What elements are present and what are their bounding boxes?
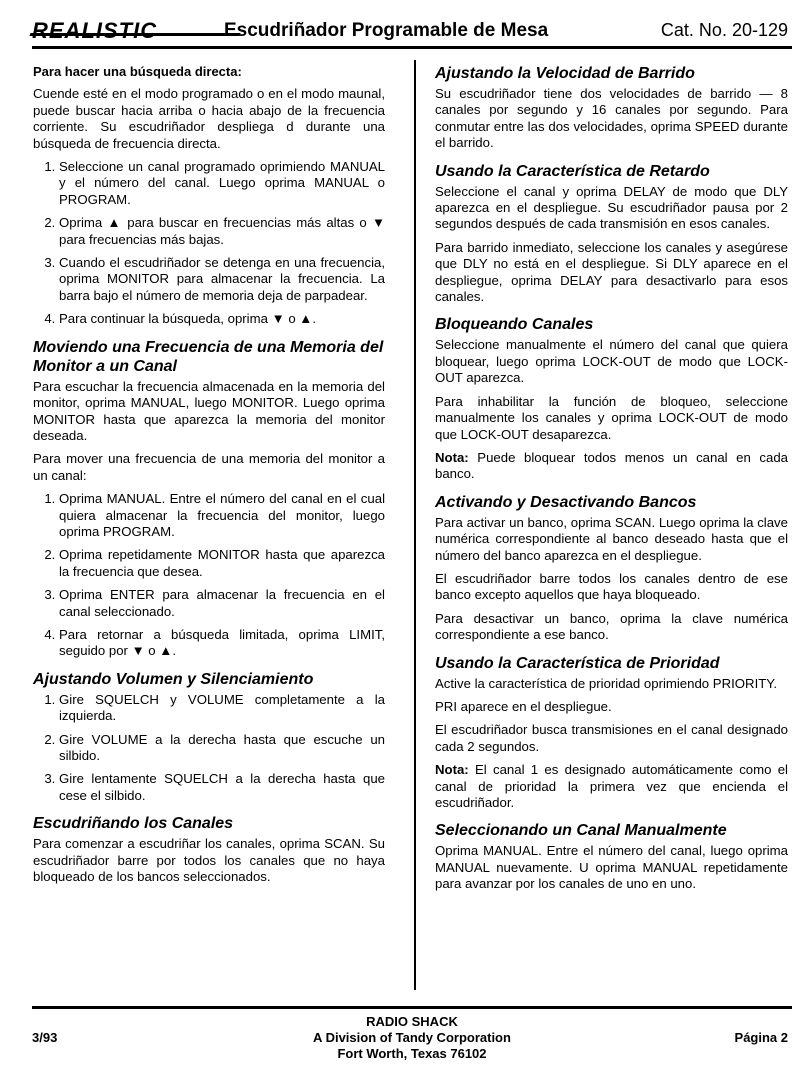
list-item: 4. Para continuar la búsqueda, oprima ▼ o ▲. <box>59 311 385 327</box>
banks-paragraph-3: Para desactivar un banco, oprima la clave numérica correspondiente a ese banco. <box>435 610 788 643</box>
banks-heading: Activando y Desactivando Bancos <box>435 493 697 511</box>
list-item: 2. Oprima ▲ para buscar en frecuencias más altas o ▼ para frecuencias más bajas. <box>59 215 385 248</box>
publisher-address: Fort Worth, Texas 76102 <box>337 1046 487 1061</box>
priority-paragraph-1: Active la característica de prioridad oprimiendo PRIORITY. <box>435 675 778 691</box>
speed-paragraph: Su escudriñador tiene dos velocidades de barrido — 8 canales por segundo y 16 canales por segundo. Para conmutar entre las dos velocidades, oprima SPEED durante el barrido. <box>435 86 788 151</box>
list-item: 2. Oprima repetidamente MONITOR hasta que aparezca la frecuencia que desea. <box>59 547 385 580</box>
moving-steps <box>33 491 385 660</box>
banks-paragraph-1: Para activar un banco, oprima SCAN. Luego oprima la clave numérica correspondiente al banco deseado hasta que el número del banco aparezca en el despliegue. <box>435 514 788 563</box>
note-text: El canal 1 es designado automáticamente como el canal de prioridad la primera vez que encienda el escudriñador. <box>435 762 788 810</box>
document-title: Escudriñador Programable de Mesa <box>224 20 549 41</box>
header-rule <box>32 46 792 49</box>
lockout-paragraph-2: Para inhabilitar la función de bloqueo, seleccione manualmente los canales y oprima LOCK-OUT de modo que LOCK-OUT desaparezca. <box>435 393 788 442</box>
note-label: Nota: <box>435 449 469 465</box>
publisher-division: A Division of Tandy Corporation <box>313 1030 511 1045</box>
list-item: 1. Oprima MANUAL. Entre el número del canal en el cual quiera almacenar la frecuencia del monitor, luego oprima PROGRAM. <box>59 491 385 540</box>
priority-paragraph-3: El escudriñador busca transmisiones en el canal designado cada 2 segundos. <box>435 722 788 754</box>
page-header <box>32 16 792 50</box>
right-column <box>435 64 788 900</box>
catalog-number: Cat. No. 20-129 <box>660 20 788 40</box>
lockout-heading: Bloqueando Canales <box>435 316 594 334</box>
volume-steps <box>33 692 385 804</box>
moving-paragraph-2: Para mover una frecuencia de una memoria del monitor a un canal: <box>33 451 385 483</box>
list-item: 3. Gire lentamente SQUELCH a la derecha hasta que cese el silbido. <box>59 771 385 804</box>
list-item: 4. Para retornar a búsqueda limitada, oprima LIMIT, seguido por ▼ o ▲. <box>59 627 385 660</box>
delay-heading: Usando la Característica de Retardo <box>435 162 710 180</box>
note-text: Puede bloquear todos menos un canal en cada banco. <box>435 449 788 482</box>
lockout-paragraph-1: Seleccione manualmente el número del canal que quiera bloquear, luego oprima LOCK-OUT de modo que LOCK-OUT aparezca. <box>435 337 788 386</box>
manual-paragraph: Oprima MANUAL. Entre el número del canal, luego oprima MANUAL nuevamente. U oprima MANUAL repetidamente para avanzar por los canales de uno en uno. <box>435 843 788 892</box>
scan-paragraph: Para comenzar a escudriñar los canales, oprima SCAN. Su escudriñador barre por todos los canales que no haya bloqueado de los bancos seleccionados. <box>33 836 385 885</box>
list-item: 1. Seleccione un canal programado oprimiendo MANUAL y el número del canal. Luego oprima MANUAL o PROGRAM. <box>59 159 385 208</box>
delay-paragraph-2: Para barrido inmediato, seleccione los canales y asegúrese que DLY no está en el despliegue. Si DLY aparece en el despliegue, oprima DELAY para desactivarlo para esos canales. <box>435 239 788 305</box>
publisher-block <box>232 1014 592 1062</box>
list-item: 1. Gire SQUELCH y VOLUME completamente a la izquierda. <box>59 692 385 725</box>
priority-note <box>435 762 788 811</box>
publication-date: 3/93 <box>32 1030 58 1045</box>
priority-heading: Usando la Característica de Prioridad <box>435 654 720 672</box>
page-number: Página 2 <box>734 1030 788 1045</box>
column-divider <box>414 60 416 990</box>
list-item: 3. Oprima ENTER para almacenar la frecuencia en el canal seleccionado. <box>59 587 385 620</box>
volume-heading: Ajustando Volumen y Silenciamiento <box>33 670 314 688</box>
banks-paragraph-2: El escudriñador barre todos los canales dentro de ese banco excepto aquellos que haya bloqueado. <box>435 570 788 603</box>
direct-search-steps <box>33 159 385 328</box>
speed-heading: Ajustando la Velocidad de Barrido <box>435 65 695 82</box>
left-column <box>33 64 385 892</box>
footer-rule <box>32 1006 792 1009</box>
list-item: 3. Cuando el escudriñador se detenga en una frecuencia, oprima MONITOR para almacenar la frecuencia. La barra bajo el número de memoria deja de parpadear. <box>59 255 385 304</box>
note-label: Nota: <box>435 762 469 778</box>
lockout-note <box>435 450 788 483</box>
scan-heading: Escudriñando los Canales <box>33 815 234 833</box>
logo-text: REALISTIC <box>32 18 158 43</box>
manual-heading: Seleccionando un Canal Manualmente <box>435 822 727 840</box>
direct-search-paragraph: Cuende esté en el modo programado o en el modo maunal, puede buscar hacia arriba o hacia abajo de la frecuencia corriente. Su escudriñador despliega d durante una búsqueda de frecuencia directa. <box>33 86 385 151</box>
priority-paragraph-2: PRI aparece en el despliegue. <box>435 698 612 714</box>
moving-frequency-heading: Moviendo una Frecuencia de una Memoria del Monitor a un Canal <box>33 338 384 375</box>
delay-paragraph-1: Seleccione el canal y oprima DELAY de modo que DLY aparezca en el despliegue. Su escudriñador pausa por 2 segundos después de cada transmisión en esos canales. <box>435 183 788 232</box>
list-item: 2. Gire VOLUME a la derecha hasta que escuche un silbido. <box>59 732 385 765</box>
publisher-name: RADIO SHACK <box>366 1014 458 1029</box>
direct-search-heading: Para hacer una búsqueda directa: <box>33 64 242 79</box>
realistic-logo <box>32 18 157 44</box>
moving-paragraph-1: Para escuchar la frecuencia almacenada en la memoria del monitor, oprima MANUAL, luego MONITOR. Luego oprima MONITOR hasta que aparezca la memoria del monitor deseada. <box>33 378 385 443</box>
